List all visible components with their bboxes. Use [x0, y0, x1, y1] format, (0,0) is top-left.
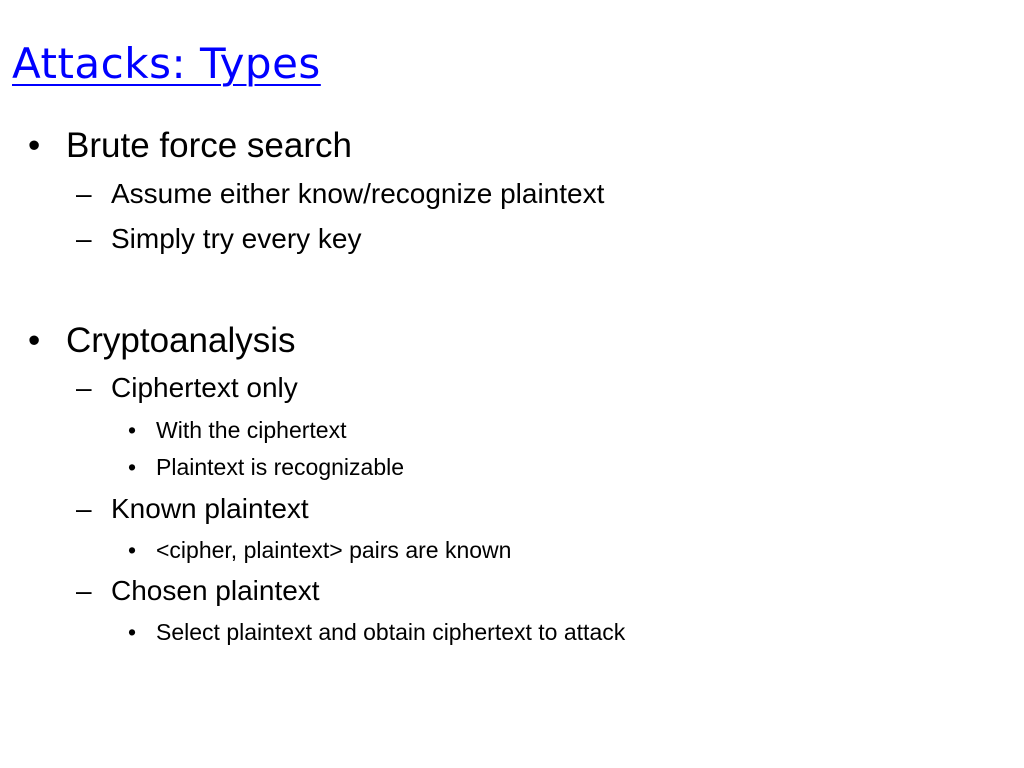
detail-text: Select plaintext and obtain ciphertext to attack [156, 619, 626, 645]
dash-marker: – [76, 372, 92, 403]
bullet-marker: • [128, 537, 137, 563]
detail-text: <cipher, plaintext> pairs are known [156, 537, 512, 563]
subitem-text: Assume either know/recognize plaintext [111, 178, 605, 209]
subitem-text: Ciphertext only [111, 372, 298, 403]
dash-marker: – [76, 178, 92, 209]
bullet-marker: • [128, 417, 137, 443]
subitem-text: Known plaintext [111, 493, 309, 524]
bullet-marker: • [28, 321, 41, 360]
bullet-marker: • [28, 126, 41, 165]
dash-marker: – [76, 575, 92, 606]
subitem-text: Chosen plaintext [111, 575, 320, 606]
detail-text: With the ciphertext [156, 417, 347, 443]
subitem-text: Simply try every key [111, 223, 362, 254]
dash-marker: – [76, 223, 92, 254]
bullet-text: Cryptoanalysis [66, 321, 296, 360]
bullet-text: Brute force search [66, 126, 352, 165]
bullet-marker: • [128, 619, 137, 645]
detail-text: Plaintext is recognizable [156, 454, 405, 480]
dash-marker: – [76, 493, 92, 524]
bullet-marker: • [128, 454, 137, 480]
slide-title: Attacks: Types [12, 39, 321, 88]
